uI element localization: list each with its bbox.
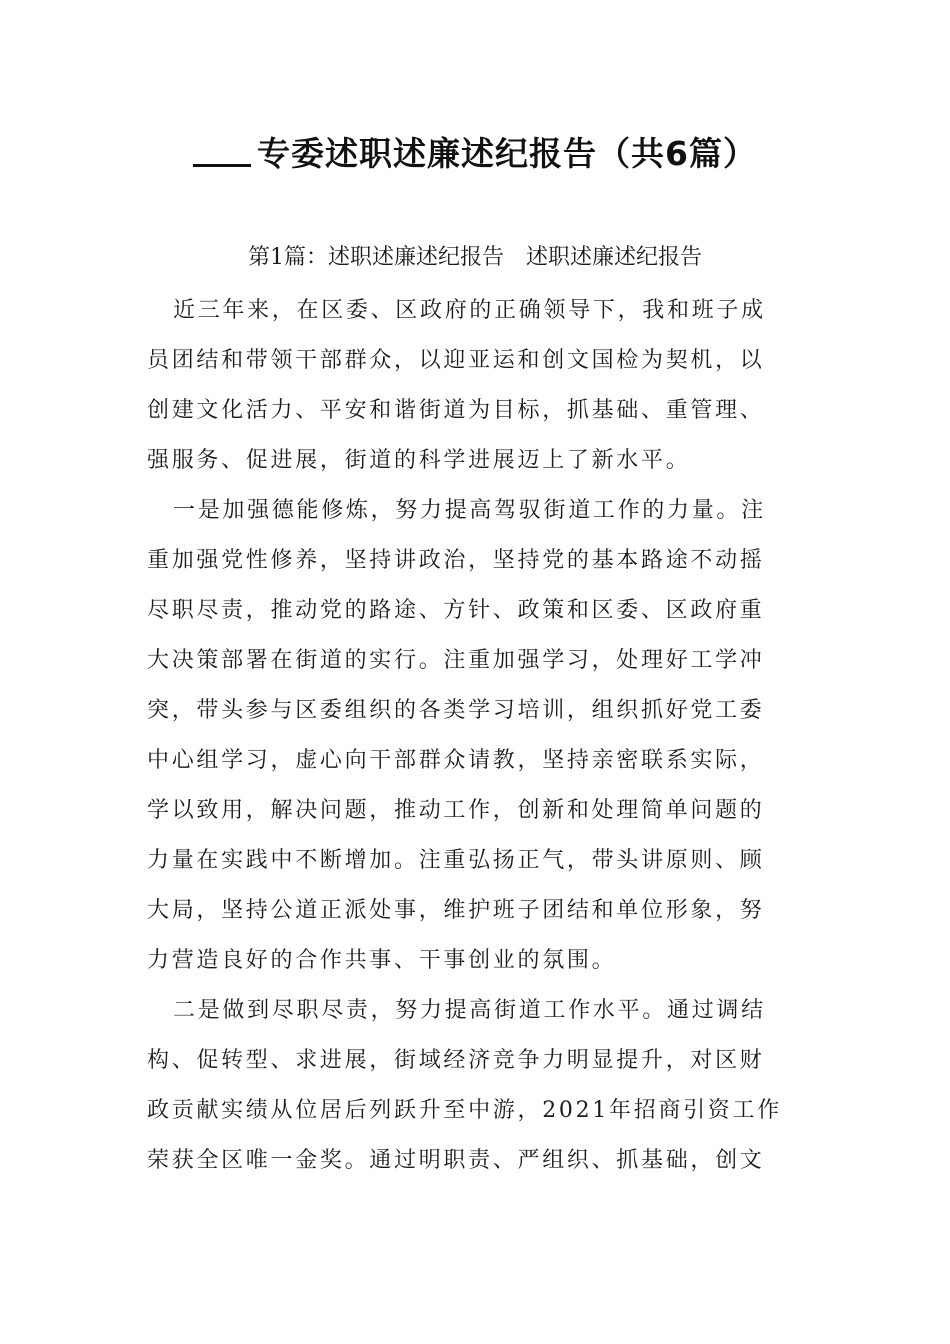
text-line: 尽职尽责，推动党的路途、方针、政策和区委、区政府重	[147, 598, 765, 623]
text-line: 强服务、促进展，街道的科学进展迈上了新水平。	[147, 448, 691, 473]
body-text	[147, 286, 807, 1186]
text-line: 政贡献实绩从位居后列跃升至中游，2021年招商引资工作	[147, 1098, 782, 1123]
text-line: 重加强党性修养，坚持讲政治，坚持党的基本路途不动摇	[147, 548, 765, 573]
text-line: 荣获全区唯一金奖。通过明职责、严组织、抓基础，创文	[147, 1148, 765, 1173]
text-line: 大决策部署在街道的实行。注重加强学习，处理好工学冲	[147, 648, 765, 673]
subtitle-part-2: 述职述廉述纪报告	[525, 245, 702, 270]
text-line: 中心组学习，虚心向干部群众请教，坚持亲密联系实际，	[147, 748, 765, 773]
section-subtitle	[0, 240, 950, 271]
title-text: 专委述职述廉述纪报告（共6篇）	[257, 134, 757, 173]
text-line: 构、促转型、求进展，街域经济竞争力明显提升，对区财	[147, 1048, 765, 1073]
text-line: 力营造良好的合作共事、干事创业的氛围。	[147, 948, 617, 973]
title-blank-line	[193, 164, 251, 167]
text-line: 创建文化活力、平安和谐街道为目标，抓基础、重管理、	[147, 398, 765, 423]
document-title	[0, 128, 950, 175]
text-line: 大局，坚持公道正派处事，维护班子团结和单位形象，努	[147, 898, 765, 923]
text-line: 一是加强德能修炼，努力提高驾驭街道工作的力量。注	[173, 498, 766, 523]
text-line: 员团结和带领干部群众，以迎亚运和创文国检为契机，以	[147, 348, 765, 373]
subtitle-part-1: 第1篇：述职述廉述纪报告	[247, 245, 504, 270]
text-line: 学以致用，解决问题，推动工作，创新和处理简单问题的	[147, 798, 765, 823]
text-line: 近三年来，在区委、区政府的正确领导下，我和班子成	[173, 298, 766, 323]
text-line: 力量在实践中不断增加。注重弘扬正气，带头讲原则、顾	[147, 848, 765, 873]
text-line: 突，带头参与区委组织的各类学习培训，组织抓好党工委	[147, 698, 765, 723]
text-line: 二是做到尽职尽责，努力提高街道工作水平。通过调结	[173, 998, 766, 1023]
